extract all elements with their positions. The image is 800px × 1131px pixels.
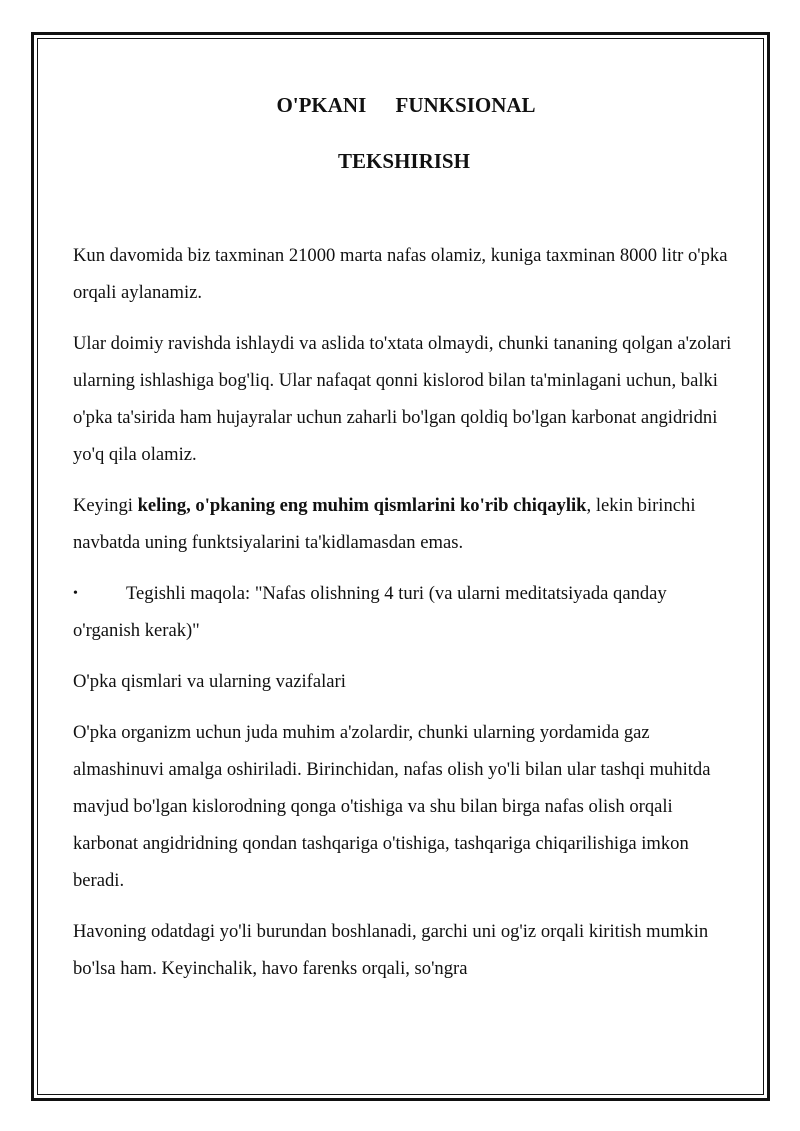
paragraph-parts-intro-start: Keyingi xyxy=(73,495,138,516)
bullet-icon: • xyxy=(73,586,78,601)
document-title-line-1: O'PKANI FUNKSIONAL xyxy=(276,93,536,117)
paragraph-lung-function: Ular doimiy ravishda ishlaydi va aslida to'xtata olmaydi, chunki tananing qolgan a'zolari ularning ishlashiga bog'liq. Ular nafaqat qonni kislorod bilan ta'minlagani uchun, balki o'pka ta'sirida ham hujayralar uchun zaharli bo'lgan qoldiq bo'lgan karbonat angidridni yo'q qila olamiz. xyxy=(73,333,732,465)
paragraph-gas-exchange: O'pka organizm uchun juda muhim a'zolardir, chunki ularning yordamida gaz almashinuvi amalga oshiriladi. Birinchidan, nafas olish yo'li bilan ular tashqi muhitda mavjud bo'lgan kislorodning qonga o'tishiga va shu bilan birga nafas olish orqali karbonat angidridning qondan tashqariga o'tishiga, tashqariga chiqarilishiga imkon beradi. xyxy=(73,722,711,891)
document-body xyxy=(73,88,735,987)
paragraph-parts-intro-end: , lekin birinchi navbatda uning funktsiyalarini ta'kidlamasdan emas. xyxy=(73,495,696,553)
paragraph-parts-intro-bold: keling, o'pkaning eng muhim qismlarini ko'rib chiqaylik xyxy=(137,495,587,516)
paragraph-air-path: Havoning odatdagi yo'li burundan boshlanadi, garchi uni og'iz orqali kiritish mumkin bo'lsa ham. Keyinchalik, havo farenks orqali, so'ngra xyxy=(73,921,709,979)
related-article-text: Tegishli maqola: "Nafas olishning 4 turi (va ularni meditatsiyada qanday o'rganish kerak)" xyxy=(73,583,667,641)
section-heading: O'pka qismlari va ularning vazifalari xyxy=(73,671,346,692)
related-article-bullet xyxy=(73,575,735,649)
paragraph-breathing-volume: Kun davomida biz taxminan 21000 marta nafas olamiz, kuniga taxminan 8000 litr o'pka orqali aylanamiz. xyxy=(73,245,728,303)
document-title-line-2: TEKSHIRISH xyxy=(338,149,470,173)
paragraph-parts-intro xyxy=(73,487,735,561)
